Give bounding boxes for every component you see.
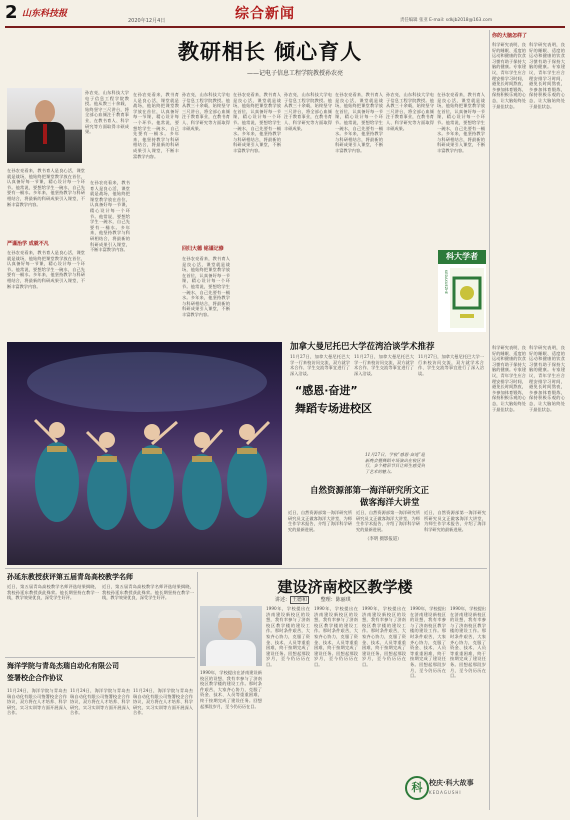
lead-text-col6: 孙农亮，山东科技大学电子信息工程学院教授。他从教三十余载，始终坚守三尺讲台，将全部心血倾注于教育事业，在教书育人、科学研究等方面取得丰硕成果。 [284, 92, 332, 131]
portrait-head [35, 100, 55, 124]
story2-headline: 孙延东教授获评第五届青岛高校教学名师 [7, 573, 133, 581]
feature-text-2: 1990年，学校提出在济南建设新校区的设想，我有幸参与了济南校区教学楼的建设工作。那时条件艰苦，大家齐心协力，克服了资金、技术、人员等重重困难，终于按期完成了建设任务。回想起那段岁月，至今仍历历在目。 [266, 606, 310, 667]
feature-text-4: 1990年，学校提出在济南建设新校区的设想，我有幸参与了济南校区教学楼的建设工作。那时条件艰苦，大家齐心协力，克服了资金、技术、人员等重重困难，终于按期完成了建设任务。回想起那段岁月，至今仍历历在目。 [362, 606, 406, 667]
section-title: 综合新闻 [235, 6, 295, 22]
feature-text-3: 1990年，学校提出在济南建设新校区的设想，我有幸参与了济南校区教学楼的建设工作。那时条件艰苦，大家齐心协力，克服了资金、技术、人员等重重困难，终于按期完成了建设任务。回想起那段岁月，至今仍历历在目。 [314, 606, 358, 667]
photo-credit: （李明 摄影报道） [365, 537, 402, 542]
lead-text-col3: 在孙农亮看来，教书育人是良心活，课堂就是战场，他始终把课堂教学放在首位，认真备好每一节课，精心设计每一个环节。他常说，要想给学生一碗水，自己先要有一桶水。多年来，他坚持教学与科研相结合，将最新的科研成果引入课堂，不断丰富教学内容。 [133, 92, 179, 159]
story3-headline-1: 海洋学院与青岛杰瑞自动化有限公司 [7, 662, 119, 670]
date-line: 2020年12月4日 [128, 18, 166, 24]
lead-text-col2: 在孙农亮看来，教书育人是良心活，课堂就是战场，他始终把课堂教学放在首位，认真备好每一节课，精心设计每一个环节。他常说，要想给学生一碗水，自己先要有一桶水。多年来，他坚持教学与科研相结合，将最新的科研成果引入课堂，不断丰富教学内容。 [90, 180, 130, 253]
story3-headline-2: 签署校企合作协议 [7, 674, 63, 682]
feature-headline: 建设济南校区教学楼 [277, 578, 413, 596]
lead-text-col5: 在孙农亮看来，教书育人是良心活，课堂就是战场，他始终把课堂教学放在首位，认真备好每一节课，精心设计每一个环节。他常说，要想给学生一碗水，自己先要有一桶水。多年来，他坚持教学与科研相结合，将最新的科研成果引入课堂，不断丰富教学内容。 [233, 92, 281, 153]
brand-logo-icon [450, 268, 484, 328]
masthead-rule [5, 26, 565, 28]
footer-brand [405, 772, 487, 816]
lead-text-intro: 孙农亮，山东科技大学电子信息工程学院教授。他从教三十余载，始终坚守三尺讲台，将全部心血倾注于教育事业，在教书育人、科学研究等方面取得丰硕成果。 [85, 90, 129, 135]
feature-byline [275, 596, 351, 603]
lead-text-body-a: 在孙农亮看来，教书育人是良心活，课堂就是战场，他始终把课堂教学放在首位，认真备好每一节课，精心设计每一个环节。他常说，要想给学生一碗水，自己先要有一桶水。多年来，他坚持教学与科研相结合，将最新的科研成果引入课堂，不断丰富教学内容。 [7, 168, 85, 207]
right-column-divider [489, 30, 490, 810]
story4-headline: 加拿大曼尼托巴大学莅湾洽谈学术推荐 [290, 342, 435, 352]
right-column-text-3: 科学研究表明，良好的睡眠、适度的运动和健康的饮食习惯有助于保持大脑的健康。专家建议，青年学生应合理安排学习时间，避免长时间熬夜，多参加体育锻炼，保持积极乐观的心态，让大脑始终处于最佳状态。 [492, 345, 526, 412]
contact-line: 责任编辑 张亚 E-mail: sdkjb2018@163.com [400, 18, 493, 23]
dance-photo [7, 342, 282, 565]
footer-brand-glyph: 科 [405, 776, 429, 800]
editor-label: 整理： [320, 597, 336, 603]
feature-text-5: 1990年，学校提出在济南建设新校区的设想，我有幸参与了济南校区教学楼的建设工作。那时条件艰苦，大家齐心协力，克服了资金、技术、人员等重重困难，终于按期完成了建设任务。回想起那段岁月，至今仍历历在目。 [410, 606, 446, 679]
story2-text-1: 近日，第五届青岛高校教学名师评选结果揭晓，我校孙延东教授获此殊荣。他长期坚持在教学一线，教学效果优良，深受学生好评。 [7, 584, 99, 601]
right-column-text-2: 科学研究表明，良好的睡眠、适度的运动和健康的饮食习惯有助于保持大脑的健康。专家建议，青年学生应合理安排学习时间，避免长时间熬夜，多参加体育锻炼，保持积极乐观的心态，让大脑始终处于最佳状态。 [529, 42, 565, 109]
page-number: 2 [5, 2, 18, 23]
lead-text-body-b: 在孙农亮看来，教书育人是良心活，课堂就是战场，他始终把课堂教学放在首位，认真备好每一节课，精心设计每一个环节。他常说，要想给学生一碗水，自己先要有一桶水。多年来，他坚持教学与科研相结合，将最新的科研成果引入课堂，不断丰富教学内容。 [7, 250, 85, 289]
lead-subhead: ——记电子信息工程学院教授孙农亮 [246, 70, 343, 77]
paper-name: 山东科技报 [22, 9, 68, 19]
photo-caption-title: “感恩·奋进” [295, 384, 358, 397]
story5-text-3: 近日，自然资源部第一海洋研究所研究员文正做客海洋大讲堂，为师生作学术报告，介绍了海洋科学研究的最新进展。 [424, 510, 486, 532]
right-column-heading: 你的大脑怎样了 [492, 33, 528, 39]
lead-heading-2: 回归大德 铭谨记修 [182, 246, 224, 252]
story4-text-3: 11月27日，加拿大曼尼托巴大学一行来校访问交流，双方就学术合作、学生交流等事宜进行了深入洽谈。 [418, 354, 484, 376]
byline-label: 讲述： [275, 597, 291, 603]
right-column-text-4: 科学研究表明，良好的睡眠、适度的运动和健康的饮食习惯有助于保持大脑的健康。专家建议，青年学生应合理安排学习时间，避免长时间熬夜，多参加体育锻炼，保持积极乐观的心态，让大脑始终处于最佳状态。 [529, 345, 565, 412]
mid-divider [5, 568, 487, 569]
lead-text-col4b: 在孙农亮看来，教书育人是良心活，课堂就是战场，他始终把课堂教学放在首位，认真备好每一节课，精心设计每一个环节。他常说，要想给学生一碗水，自己先要有一桶水。多年来，他坚持教学与科研相结合，将最新的科研成果引入课堂，不断丰富教学内容。 [182, 256, 230, 317]
footer-brand-title: 校庆·科大故事 [429, 779, 474, 787]
masthead [0, 0, 570, 28]
brand-block [438, 250, 486, 332]
byline-name: 王德和 [292, 597, 308, 603]
story4-text-2: 11月27日，加拿大曼尼托巴大学一行来校访问交流，双方就学术合作、学生交流等事宜进行了深入洽谈。 [354, 354, 414, 376]
portrait-tie [43, 124, 47, 144]
feature-photo-body [206, 640, 256, 666]
lead-text-col9: 在孙农亮看来，教书育人是良心活，课堂就是战场，他始终把课堂教学放在首位，认真备好每一节课，精心设计每一个环节。他常说，要想给学生一碗水，自己先要有一桶水。多年来，他坚持教学与科研相结合，将最新的科研成果引入课堂，不断丰富教学内容。 [437, 92, 485, 153]
story3-text-3: 11月24日，海洋学院与青岛杰瑞自动化有限公司签署校企合作协议，双方将在人才培养、科学研究、实习实训等方面开展深入合作。 [133, 688, 193, 716]
story2-text-2: 近日，第五届青岛高校教学名师评选结果揭晓，我校孙延东教授获此殊荣。他长期坚持在教学一线，教学效果优良，深受学生好评。 [102, 584, 194, 601]
story5-text-1: 近日，自然资源部第一海洋研究所研究员文正做客海洋大讲堂，为师生作学术报告，介绍了海洋科学研究的最新进展。 [288, 510, 352, 532]
lead-text-col7: 在孙农亮看来，教书育人是良心活，课堂就是战场，他始终把课堂教学放在首位，认真备好每一节课，精心设计每一个环节。他常说，要想给学生一碗水，自己先要有一桶水。多年来，他坚持教学与科研相结合，将最新的科研成果引入课堂，不断丰富教学内容。 [335, 92, 383, 153]
brand-sub: KEDAXUEZHE [444, 270, 448, 294]
story5-headline-1: 自然资源部第一海洋研究所文正 [310, 486, 430, 496]
dancers-illustration [7, 342, 282, 565]
lead-headline: 教研相长 倾心育人 [177, 40, 363, 64]
lead-text-col4: 孙农亮，山东科技大学电子信息工程学院教授。他从教三十余载，始终坚守三尺讲台，将全部心血倾注于教育事业，在教书育人、科学研究等方面取得丰硕成果。 [182, 92, 230, 131]
left-divider [5, 657, 195, 658]
story5-headline-2: 做客海洋大讲堂 [360, 498, 420, 508]
story4-text-1: 11月27日，加拿大曼尼托巴大学一行来校访问交流，双方就学术合作、学生交流等事宜进行了深入洽谈。 [290, 354, 350, 376]
story3-text-2: 11月24日，海洋学院与青岛杰瑞自动化有限公司签署校企合作协议，双方将在人才培养、科学研究、实习实训等方面开展深入合作。 [70, 688, 130, 716]
feature-text-1: 1990年，学校提出在济南建设新校区的设想，我有幸参与了济南校区教学楼的建设工作。那时条件艰苦，大家齐心协力，克服了资金、技术、人员等重重困难，终于按期完成了建设任务。回想起那段岁月，至今仍历历在目。 [200, 670, 262, 709]
lead-text-col8: 孙农亮，山东科技大学电子信息工程学院教授。他从教三十余载，始终坚守三尺讲台，将全部心血倾注于教育事业，在教书育人、科学研究等方面取得丰硕成果。 [386, 92, 434, 131]
feature-text-6: 1990年，学校提出在济南建设新校区的设想，我有幸参与了济南校区教学楼的建设工作。那时条件艰苦，大家齐心协力，克服了资金、技术、人员等重重困难，终于按期完成了建设任务。回想起那段岁月，至今仍历历在目。 [450, 606, 486, 679]
photo-caption-text: 11月27日，学校“感恩·奋进”迎新晚会暨舞蹈专场演出在校区举行，多个精彩节目让师生感受到了艺术的魅力。 [365, 452, 425, 474]
footer-brand-sub: KEDAGUSHI [429, 790, 462, 795]
photo-caption-sub: 舞蹈专场进校区 [295, 402, 372, 415]
brand-title: 科大学者 [438, 250, 486, 264]
feature-photo [200, 606, 262, 666]
feature-photo-hair [218, 610, 242, 618]
feature-divider [197, 572, 198, 817]
lead-heading-1: 严谨治学 成就不凡 [7, 241, 49, 247]
editor-name: 陈丽琪 [335, 597, 351, 603]
portrait-photo [7, 88, 82, 163]
story5-text-2: 近日，自然资源部第一海洋研究所研究员文正做客海洋大讲堂，为师生作学术报告，介绍了海洋科学研究的最新进展。 [356, 510, 420, 532]
story3-text-1: 11月24日，海洋学院与青岛杰瑞自动化有限公司签署校企合作协议，双方将在人才培养、科学研究、实习实训等方面开展深入合作。 [7, 688, 67, 716]
right-column-text-1: 科学研究表明，良好的睡眠、适度的运动和健康的饮食习惯有助于保持大脑的健康。专家建议，青年学生应合理安排学习时间，避免长时间熬夜，多参加体育锻炼，保持积极乐观的心态，让大脑始终处于最佳状态。 [492, 42, 526, 109]
